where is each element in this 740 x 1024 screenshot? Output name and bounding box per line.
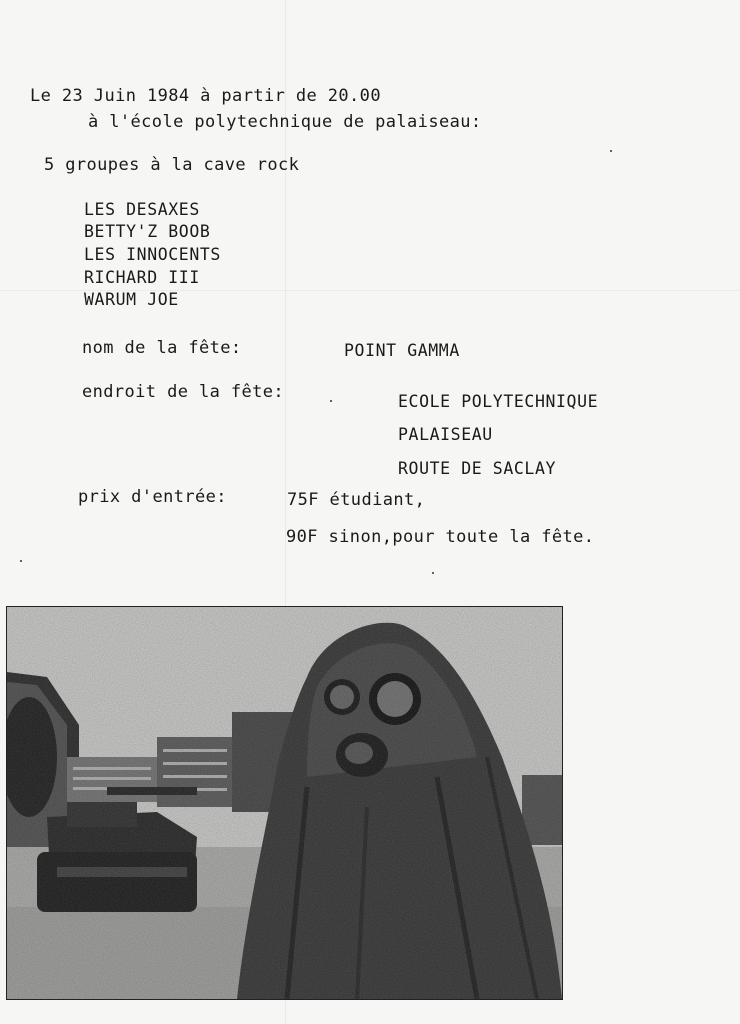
price-student: 75F étudiant, <box>287 490 426 510</box>
date-line: Le 23 Juin 1984 à partir de 20.00 <box>30 86 381 106</box>
band-name: WARUM JOE <box>84 290 179 309</box>
location-line: PALAISEAU <box>398 425 493 444</box>
band-name: LES DESAXES <box>84 200 200 219</box>
photo-graphic <box>7 607 562 999</box>
band-name: RICHARD III <box>84 268 200 287</box>
party-name-label: nom de la fête: <box>82 338 242 358</box>
location-line: ECOLE POLYTECHNIQUE <box>398 392 599 411</box>
copy-speck <box>330 400 332 402</box>
price-other: 90F sinon,pour toute la fête. <box>286 527 595 547</box>
party-name-value: POINT GAMMA <box>344 341 460 360</box>
gas-mask-photo <box>6 606 563 1000</box>
venue-line: à l'école polytechnique de palaiseau: <box>88 112 482 132</box>
band-name: LES INNOCENTS <box>84 245 221 264</box>
price-label: prix d'entrée: <box>78 487 227 507</box>
copy-speck <box>432 572 434 574</box>
copy-speck <box>20 560 22 562</box>
band-name: BETTY'Z BOOB <box>84 222 211 241</box>
intro-line: 5 groupes à la cave rock <box>44 155 300 175</box>
location-line: ROUTE DE SACLAY <box>398 459 557 478</box>
location-label: endroit de la fête: <box>82 382 285 402</box>
copy-speck <box>610 150 612 152</box>
